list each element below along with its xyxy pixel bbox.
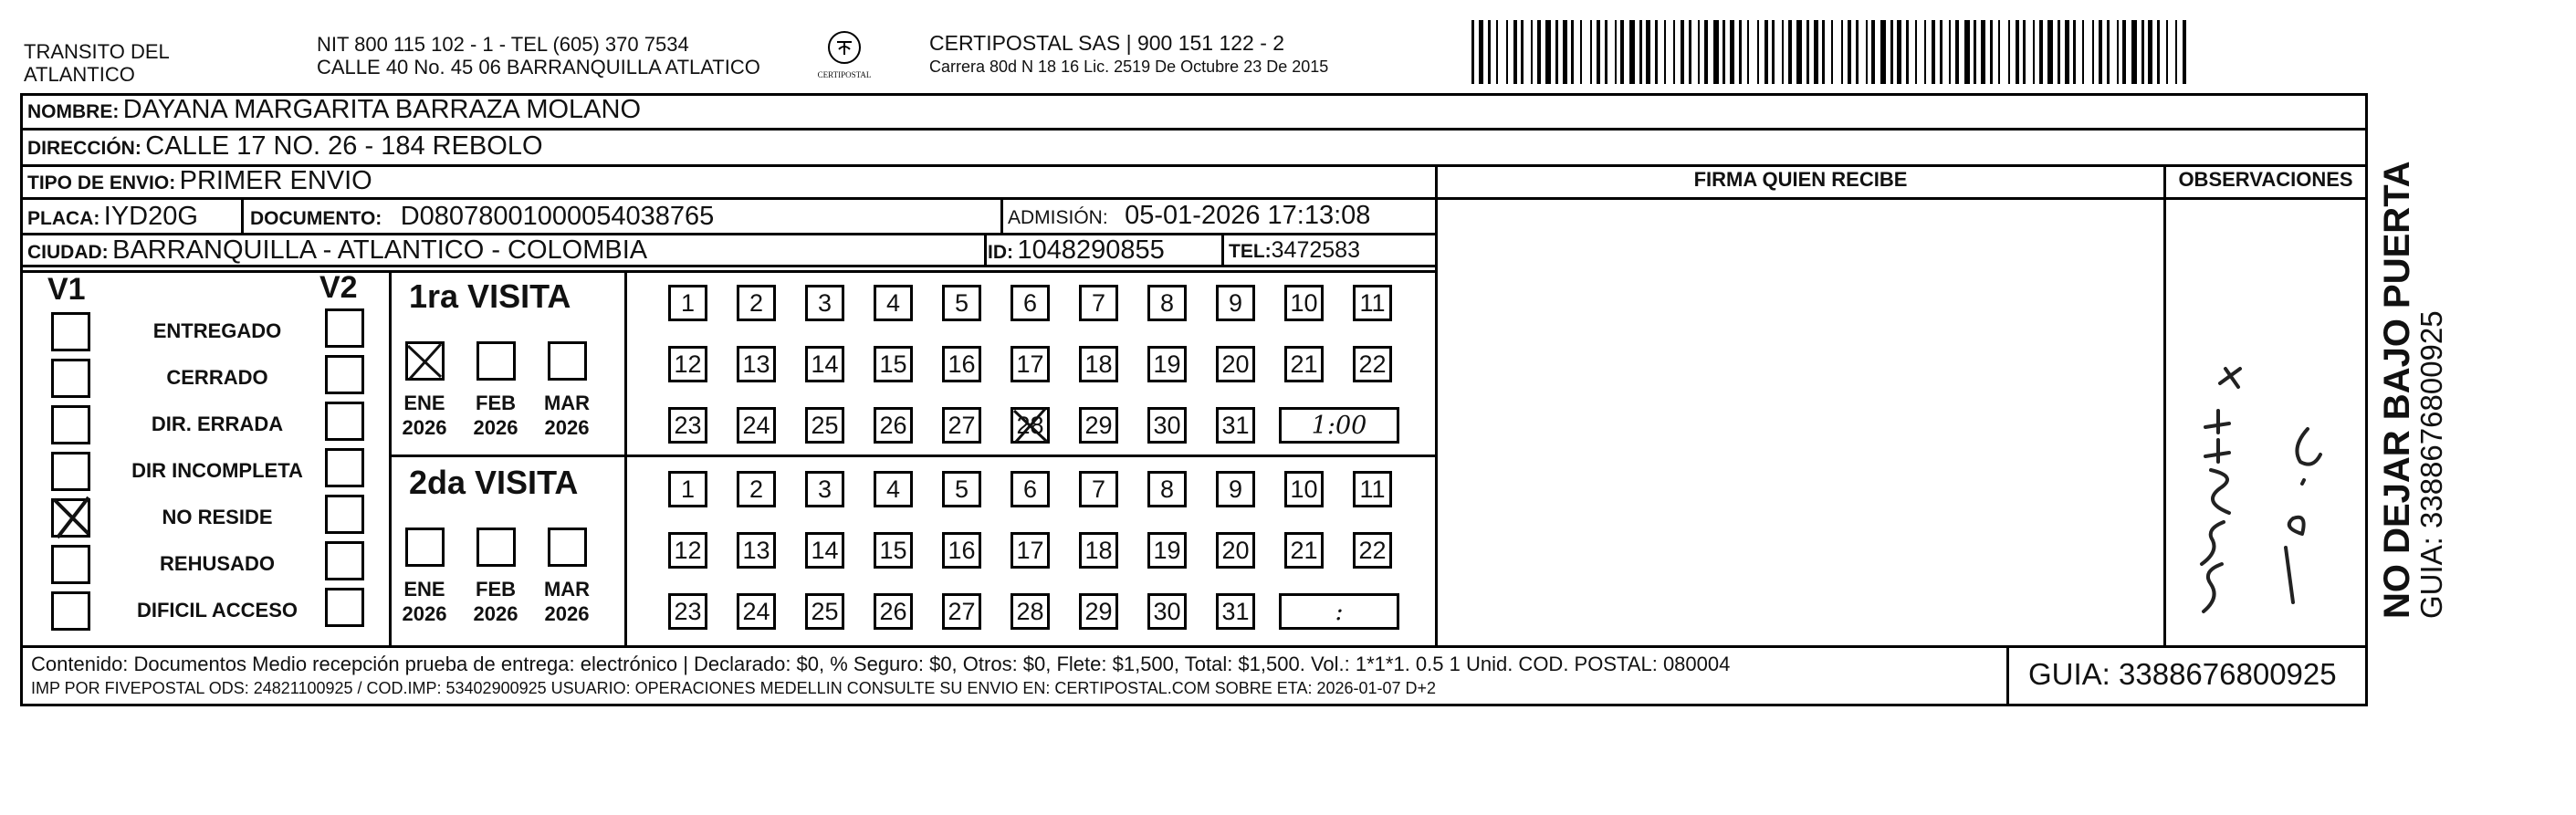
day-box[interactable]: 17: [1011, 346, 1050, 382]
sender-line-1: TRANSITO DEL: [24, 40, 170, 63]
placa-field: [27, 202, 198, 232]
barcode-bar: [1890, 20, 1893, 84]
day-box[interactable]: 6: [1011, 285, 1050, 321]
barcode-bar: [1723, 20, 1725, 84]
month-name: MAR: [543, 578, 591, 601]
barcode-bar: [1757, 20, 1759, 84]
rule-status-right: [389, 270, 392, 645]
placa-label: PLACA:: [27, 208, 100, 229]
month-checkbox[interactable]: [405, 341, 445, 381]
documento-value: D08078001000054038765: [400, 202, 715, 231]
day-box[interactable]: 31: [1216, 593, 1255, 630]
day-box[interactable]: 8: [1147, 285, 1187, 321]
month-label: [467, 577, 524, 626]
barcode-bar: [1949, 20, 1951, 84]
v1-label: V1: [47, 272, 86, 307]
barcode-bar: [1772, 20, 1775, 84]
day-box[interactable]: 11: [1353, 471, 1392, 507]
nombre-field: [27, 95, 641, 125]
rule-direccion: [20, 164, 2368, 167]
day-box[interactable]: 23: [668, 593, 707, 630]
status-label: DIR INCOMPLETA: [131, 459, 303, 482]
day-box[interactable]: 1: [668, 471, 707, 507]
barcode-bar: [1629, 20, 1635, 84]
barcode-bar: [1597, 20, 1600, 84]
check-mark-icon: [404, 340, 446, 382]
month-checkbox[interactable]: [476, 341, 516, 381]
day-box[interactable]: 19: [1147, 532, 1187, 569]
barcode-bar: [2175, 20, 2177, 84]
barcode-bar: [2117, 20, 2119, 84]
v1-checkbox[interactable]: [51, 591, 90, 631]
month-checkbox[interactable]: [476, 528, 516, 567]
barcode-bar: [2166, 20, 2168, 84]
day-box[interactable]: 23: [668, 407, 707, 444]
barcode-bar: [1974, 20, 1976, 84]
id-value: 1048290855: [1017, 235, 1165, 265]
barcode-bar: [1981, 20, 1985, 84]
barcode-bar: [1871, 20, 1875, 84]
barcode-bar: [2082, 20, 2084, 84]
day-box[interactable]: 2: [737, 471, 776, 507]
placa-value: IYD20G: [103, 202, 198, 231]
day-box[interactable]: 15: [874, 346, 913, 382]
side-notice: NO DEJAR BAJO PUERTA: [2377, 161, 2417, 619]
barcode-bar: [1555, 20, 1558, 84]
status-label: DIFICIL ACCESO: [136, 599, 298, 622]
documento-label: DOCUMENTO:: [250, 208, 382, 229]
barcode-bar: [2058, 20, 2060, 84]
barcode-bar: [1806, 20, 1809, 84]
barcode-bar: [2148, 20, 2152, 84]
company-line-2: Carrera 80d N 18 16 Lic. 2519 De Octubre 23 De 2015: [929, 57, 1329, 76]
day-box[interactable]: 11: [1353, 285, 1392, 321]
month-checkbox[interactable]: [405, 528, 445, 567]
barcode-bar: [1814, 20, 1818, 84]
barcode-bar: [1620, 20, 1624, 84]
barcode-bar: [1704, 20, 1708, 84]
v2-checkbox[interactable]: [325, 588, 364, 627]
barcode-bar: [1955, 20, 1959, 84]
barcode-bar: [1655, 20, 1658, 84]
day-box[interactable]: 21: [1284, 532, 1324, 569]
day-box[interactable]: 20: [1216, 532, 1255, 569]
status-label: ENTREGADO: [152, 319, 282, 342]
tel-field: [1229, 237, 1360, 264]
rule-months-right: [624, 270, 627, 645]
barcode-bar: [1856, 20, 1859, 84]
status-label: NO RESIDE: [162, 506, 273, 528]
day-box[interactable]: 10: [1284, 471, 1324, 507]
barcode-bar: [2157, 20, 2160, 84]
barcode-bar: [1841, 20, 1843, 84]
v2-checkbox[interactable]: [325, 448, 364, 487]
logo-text: CERTIPOSTAL: [817, 70, 872, 79]
barcode-bar: [2073, 20, 2076, 84]
day-box[interactable]: 22: [1353, 532, 1392, 569]
day-box[interactable]: 29: [1079, 407, 1118, 444]
barcode-bar: [1639, 20, 1642, 84]
barcode-bar: [2008, 20, 2010, 84]
tipo-value: PRIMER ENVIO: [179, 166, 372, 195]
tel-label: TEL:: [1229, 241, 1272, 262]
barcode-bar: [1531, 20, 1533, 84]
v1-checkbox[interactable]: [51, 498, 90, 538]
day-check-icon: [1009, 405, 1052, 450]
barcode-bar: [1590, 20, 1592, 84]
barcode-bar: [2039, 20, 2043, 84]
barcode-bar: [1964, 20, 1970, 84]
barcode-bar: [1880, 20, 1886, 84]
visita-title: 2da VISITA: [409, 464, 579, 501]
day-box[interactable]: 24: [737, 407, 776, 444]
barcode-bar: [2107, 20, 2110, 84]
v2-checkbox[interactable]: [325, 355, 364, 394]
day-box[interactable]: 7: [1079, 285, 1118, 321]
day-box[interactable]: 13: [737, 532, 776, 569]
day-box[interactable]: 18: [1079, 532, 1118, 569]
barcode-bar: [1496, 20, 1498, 84]
rule-guia-sep: [2006, 645, 2009, 706]
day-box[interactable]: 16: [942, 532, 981, 569]
v1-checkbox[interactable]: [51, 312, 90, 351]
barcode-bar: [1506, 20, 1508, 84]
barcode-bar: [1571, 20, 1574, 84]
day-box[interactable]: 14: [805, 346, 844, 382]
status-label: DIR. ERRADA: [151, 413, 284, 435]
direccion-field: [27, 131, 543, 162]
admision-field: [1008, 201, 1370, 231]
day-box[interactable]: 22: [1353, 346, 1392, 382]
month-name: ENE: [403, 392, 445, 414]
day-box[interactable]: 17: [1011, 532, 1050, 569]
sender-nit: [317, 33, 760, 78]
footer-guia: GUIA: 3388676800925: [2028, 657, 2337, 691]
day-box[interactable]: 9: [1216, 285, 1255, 321]
barcode-bar: [2183, 20, 2186, 84]
barcode-bar: [1990, 20, 1993, 84]
barcode-bar: [2033, 20, 2035, 84]
footer-line-1: Contenido: Documentos Medio recepción prueba de entrega: electrónico | Declarado: $0, % Seguro: $0, Otros: $0, Flete: $1,500, Total: $1,500. Vol.: 1*1*1. 0.5 1 Unid. COD. POSTAL: 080004: [31, 653, 1731, 675]
barcode-bar: [1646, 20, 1650, 84]
time-box[interactable]: :: [1279, 593, 1399, 630]
month-year: 2026: [473, 602, 518, 625]
month-year: 2026: [473, 416, 518, 439]
v1-checkbox[interactable]: [51, 359, 90, 398]
month-label: [396, 391, 453, 440]
company-line-1: CERTIPOSTAL SAS | 900 151 122 - 2: [929, 31, 1285, 55]
barcode-bar: [1673, 20, 1675, 84]
v2-checkbox[interactable]: [325, 541, 364, 580]
barcode-bar: [2023, 20, 2026, 84]
v1-checkbox[interactable]: [51, 452, 90, 491]
day-box[interactable]: 29: [1079, 593, 1118, 630]
ciudad-field: [27, 235, 647, 266]
id-field: [988, 235, 1165, 266]
day-box[interactable]: 7: [1079, 471, 1118, 507]
nombre-label: NOMBRE:: [27, 101, 120, 122]
rule-firma-left: [1435, 164, 1438, 645]
barcode-bar: [1471, 20, 1474, 84]
day-box[interactable]: 4: [874, 285, 913, 321]
check-mark-icon: [48, 494, 96, 541]
day-box[interactable]: 12: [668, 346, 707, 382]
nit-line-2: CALLE 40 No. 45 06 BARRANQUILLA ATLATICO: [317, 56, 760, 78]
nit-line-1: NIT 800 115 102 - 1 - TEL (605) 370 7534: [317, 33, 689, 56]
month-year: 2026: [402, 416, 447, 439]
day-box[interactable]: 19: [1147, 346, 1187, 382]
v1-checkbox[interactable]: [51, 405, 90, 444]
admision-value: 05-01-2026 17:13:08: [1125, 201, 1371, 230]
v2-checkbox[interactable]: [325, 308, 364, 348]
logo-icon: [826, 29, 863, 66]
rule-nombre: [20, 128, 2368, 131]
barcode-bar: [1831, 20, 1833, 84]
rule-id-sep: [984, 233, 987, 266]
barcode-bar: [1788, 20, 1792, 84]
month-name: FEB: [476, 578, 516, 601]
v2-label: V2: [319, 270, 358, 305]
rule-admision-sep: [1000, 197, 1003, 234]
barcode-bar: [2099, 20, 2102, 84]
handwritten-observation: [2165, 274, 2348, 639]
barcode-bar: [1915, 20, 1917, 84]
day-box[interactable]: 28: [1011, 407, 1050, 444]
barcode-bar: [1615, 20, 1617, 84]
barcode-bar: [1906, 20, 1909, 84]
barcode-bar: [1488, 20, 1491, 84]
day-box[interactable]: 12: [668, 532, 707, 569]
company-info: [929, 31, 1328, 78]
month-year: 2026: [544, 602, 590, 625]
id-label: ID:: [988, 242, 1013, 263]
barcode-bar: [1580, 20, 1582, 84]
barcode-bar: [1782, 20, 1784, 84]
side-guia: GUIA: 3388676800925: [2414, 310, 2448, 619]
rule-firma: [1435, 197, 2368, 200]
barcode-bar: [1537, 20, 1541, 84]
barcode-bar: [1940, 20, 1942, 84]
sender-line-2: ATLANTICO: [24, 63, 135, 86]
tipo-field: [27, 166, 372, 196]
barcode-bar: [1521, 20, 1524, 84]
day-box[interactable]: 14: [805, 532, 844, 569]
rule-tel-sep: [1221, 233, 1224, 266]
day-box[interactable]: 30: [1147, 407, 1187, 444]
v2-checkbox[interactable]: [325, 402, 364, 441]
barcode-bar: [1848, 20, 1851, 84]
day-box[interactable]: 4: [874, 471, 913, 507]
day-box[interactable]: 3: [805, 471, 844, 507]
barcode-bar: [1730, 20, 1734, 84]
barcode-bar: [1932, 20, 1935, 84]
month-label: [539, 391, 595, 440]
month-checkbox[interactable]: [548, 341, 587, 381]
status-label: REHUSADO: [160, 552, 275, 575]
day-box[interactable]: 1: [668, 285, 707, 321]
barcode-bar: [2092, 20, 2094, 84]
barcode-bar: [1713, 20, 1719, 84]
barcode-bar: [1545, 20, 1551, 84]
barcode: [1471, 20, 2191, 84]
footer-line-2: IMP POR FIVEPOSTAL ODS: 24821100925 / COD.IMP: 53402900925 USUARIO: OPERACIONES MEDELLIN CONSULTE SU ENVIO EN: CERTIPOSTAL.COM SOBRE ETA: 2026-01-07 D+2: [31, 679, 1437, 697]
barcode-bar: [2141, 20, 2144, 84]
month-label: [539, 577, 595, 626]
ciudad-label: CIUDAD:: [27, 242, 109, 263]
barcode-bar: [2016, 20, 2019, 84]
month-label: [467, 391, 524, 440]
day-box[interactable]: 20: [1216, 346, 1255, 382]
certipostal-logo: [808, 29, 881, 80]
day-box[interactable]: 10: [1284, 285, 1324, 321]
observaciones-header: OBSERVACIONES: [2178, 168, 2353, 191]
day-box[interactable]: 28: [1011, 593, 1050, 630]
barcode-bar: [2131, 20, 2137, 84]
barcode-bar: [1563, 20, 1567, 84]
rule-footer: [20, 645, 2368, 648]
sender-name: [24, 40, 170, 86]
day-box[interactable]: 27: [942, 407, 981, 444]
day-box[interactable]: 5: [942, 471, 981, 507]
day-box[interactable]: 9: [1216, 471, 1255, 507]
visita-title: 1ra VISITA: [409, 277, 571, 315]
month-year: 2026: [544, 416, 590, 439]
day-box[interactable]: 27: [942, 593, 981, 630]
time-box[interactable]: 1:00: [1279, 407, 1399, 444]
direccion-value: CALLE 17 NO. 26 - 184 REBOLO: [145, 131, 543, 161]
rule-visita: [389, 455, 1435, 457]
side-notice-wrap: [2379, 108, 2452, 619]
day-box[interactable]: 5: [942, 285, 981, 321]
day-box[interactable]: 30: [1147, 593, 1187, 630]
firma-header: FIRMA QUIEN RECIBE: [1693, 168, 1908, 191]
barcode-bar: [2047, 20, 2053, 84]
month-checkbox[interactable]: [548, 528, 587, 567]
tel-value: 3472583: [1271, 237, 1360, 263]
day-box[interactable]: 26: [874, 593, 913, 630]
day-box[interactable]: 31: [1216, 407, 1255, 444]
month-year: 2026: [402, 602, 447, 625]
barcode-bar: [1681, 20, 1684, 84]
month-name: ENE: [403, 578, 445, 601]
day-box[interactable]: 2: [737, 285, 776, 321]
tipo-label: TIPO DE ENVIO:: [27, 172, 176, 193]
day-box[interactable]: 25: [805, 407, 844, 444]
month-name: FEB: [476, 392, 516, 414]
rule-status-top: [20, 270, 1435, 273]
day-box[interactable]: 24: [737, 593, 776, 630]
barcode-bar: [1998, 20, 2000, 84]
barcode-bar: [1866, 20, 1868, 84]
documento-field: [250, 202, 714, 232]
day-box[interactable]: 25: [805, 593, 844, 630]
barcode-bar: [1796, 20, 1802, 84]
barcode-bar: [2065, 20, 2069, 84]
day-box[interactable]: 3: [805, 285, 844, 321]
day-box[interactable]: 26: [874, 407, 913, 444]
barcode-bar: [1924, 20, 1926, 84]
barcode-bar: [1689, 20, 1691, 84]
nombre-value: DAYANA MARGARITA BARRAZA MOLANO: [122, 95, 642, 124]
barcode-bar: [1479, 20, 1483, 84]
admision-label: ADMISIÓN:: [1008, 207, 1108, 228]
barcode-bar: [1664, 20, 1666, 84]
day-box[interactable]: 13: [737, 346, 776, 382]
v2-checkbox[interactable]: [325, 495, 364, 534]
day-box[interactable]: 21: [1284, 346, 1324, 382]
barcode-bar: [2122, 20, 2126, 84]
barcode-bar: [1698, 20, 1700, 84]
day-box[interactable]: 18: [1079, 346, 1118, 382]
status-label: CERRADO: [166, 366, 268, 389]
barcode-bar: [1764, 20, 1768, 84]
day-box[interactable]: 6: [1011, 471, 1050, 507]
barcode-bar: [1605, 20, 1607, 84]
barcode-bar: [1822, 20, 1825, 84]
barcode-bar: [1739, 20, 1742, 84]
barcode-bar: [1747, 20, 1749, 84]
ciudad-value: BARRANQUILLA - ATLANTICO - COLOMBIA: [112, 235, 648, 265]
month-name: MAR: [543, 392, 591, 414]
v1-checkbox[interactable]: [51, 545, 90, 584]
day-box[interactable]: 16: [942, 346, 981, 382]
barcode-bar: [1513, 20, 1517, 84]
day-box[interactable]: 8: [1147, 471, 1187, 507]
barcode-bar: [1897, 20, 1901, 84]
day-box[interactable]: 15: [874, 532, 913, 569]
month-label: [396, 577, 453, 626]
direccion-label: DIRECCIÓN:: [27, 138, 141, 159]
rule-placa-sep: [241, 197, 244, 234]
